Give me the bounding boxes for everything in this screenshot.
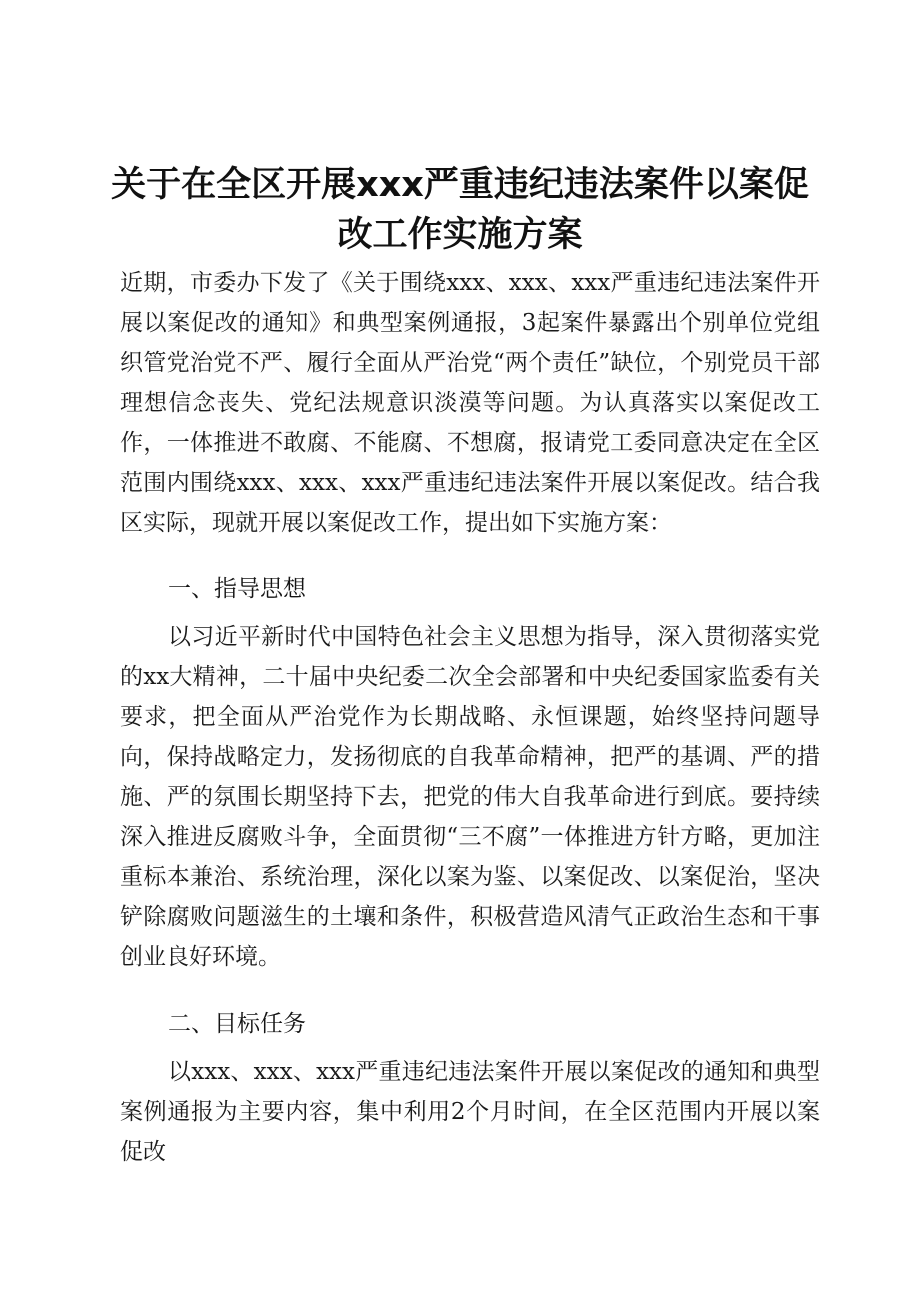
section-heading-guiding-ideology: 一、指导思想 — [168, 576, 306, 602]
title-line-2: 改工作实施方案 — [337, 215, 583, 255]
document-title — [100, 160, 820, 260]
section-heading-objectives: 二、目标任务 — [168, 1011, 306, 1037]
objectives-paragraph: 以xxx、xxx、xxx严重违纪违法案件开展以案促改的通知和典型案例通报为主要内容，集中利用2个月时间，在全区范围内开展以案促改 — [120, 1059, 820, 1165]
guiding-ideology-paragraph: 以习近平新时代中国特色社会主义思想为指导，深入贯彻落实党的xx大精神，二十届中央纪委二次全会部署和中央纪委国家监委有关要求，把全面从严治党作为长期战略、永恒课题，始终坚持问题导向，保持战略定力，发扬彻底的自我革命精神，把严的基调、严的措施、严的氛围长期坚持下去，把党的伟大自我革命进行到底。要持续深入推进反腐败斗争，全面贯彻“三不腐”一体推进方针方略，更加注重标本兼治、系统治理，深化以案为鉴、以案促改、以案促治，坚决铲除腐败问题滋生的土壤和条件，积极营造风清气正政治生态和干事创业良好环境。 — [120, 624, 820, 970]
title-line-1: 关于在全区开展xxx严重违纪违法案件以案促 — [111, 165, 809, 205]
intro-paragraph: 近期，市委办下发了《关于围绕xxx、xxx、xxx严重违纪违法案件开展以案促改的通知》和典型案例通报，3起案件暴露出个别单位党组织管党治党不严、履行全面从严治党“两个责任”缺位，个别党员干部理想信念丧失、党纪法规意识淡漠等问题。为认真落实以案促改工作，一体推进不敢腐、不能腐、不想腐，报请党工委同意决定在全区范围内围绕xxx、xxx、xxx严重违纪违法案件开展以案促改。结合我区实际，现就开展以案促改工作，提出如下实施方案： — [120, 270, 820, 536]
